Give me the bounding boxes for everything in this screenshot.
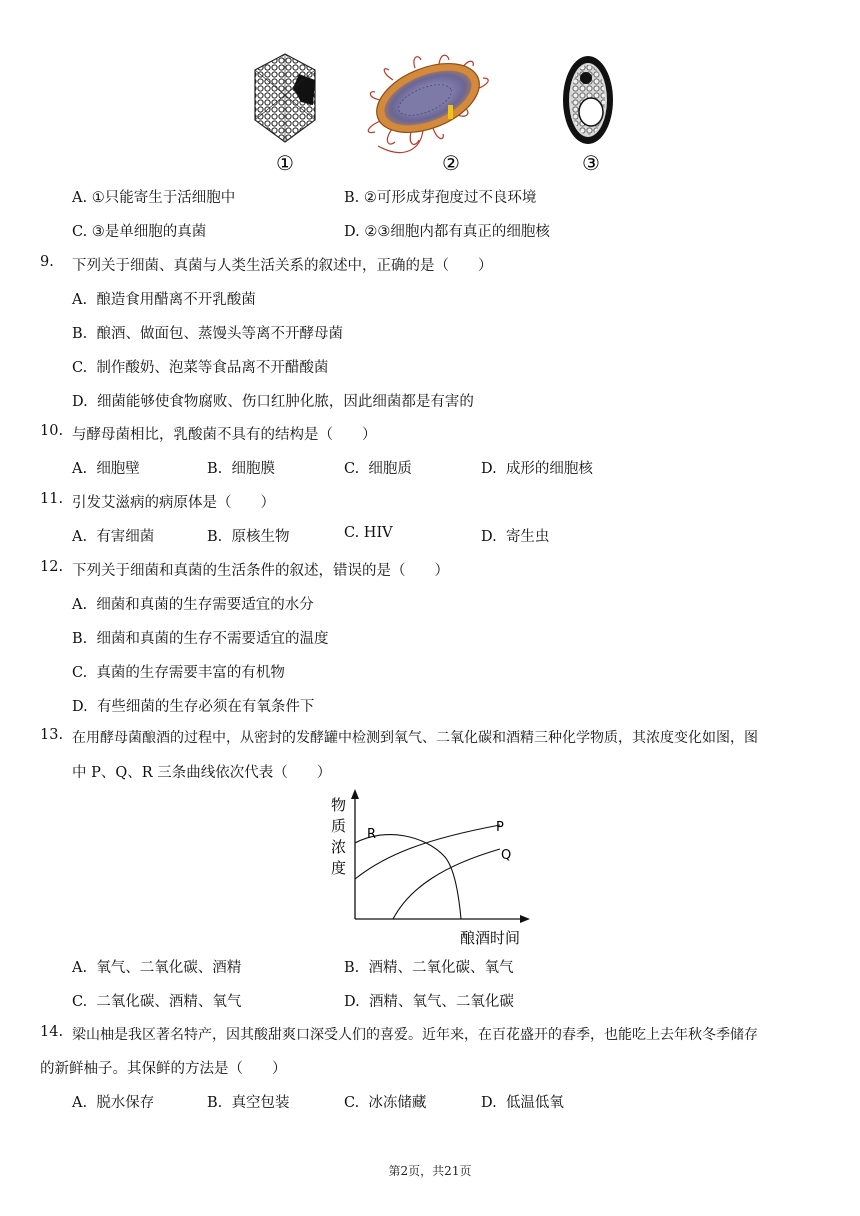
y-axis-arrow-icon	[351, 789, 359, 799]
q9-option-b: B. 酿酒、做面包、蒸馒头等离不开酵母菌	[72, 326, 343, 342]
virus-illustration	[255, 54, 315, 142]
q10-option-a: A. 细胞壁	[72, 461, 140, 477]
page-footer: 第2页，共21页	[388, 1164, 472, 1178]
question-stem: 下列关于细菌和真菌的生活条件的叙述，错误的是（ ）	[72, 563, 449, 579]
ylabel-char: 质	[331, 817, 347, 835]
concentration-graph	[325, 787, 535, 947]
q9-option-c: C. 制作酸奶、泡菜等食品离不开醋酸菌	[72, 360, 329, 376]
bacterium-illustration	[367, 50, 490, 153]
question-stem-line1: 在用酵母菌酿酒的过程中，从密封的发酵罐中检测到氧气、二氧化碳和酒精三种化学物质，其浓度变化如图，图	[72, 730, 758, 746]
q13-option-a: A. 氧气、二氧化碳、酒精	[72, 960, 242, 976]
q12-option-a: A. 细菌和真菌的生存需要适宜的水分	[72, 597, 314, 613]
q14-option-a: A. 脱水保存	[72, 1095, 155, 1111]
q8-option-b: B. ②可形成芽孢度过不良环境	[344, 190, 537, 206]
curve-label-r: R	[367, 827, 377, 842]
question-number: 10.	[40, 423, 64, 439]
q11-option-c: C. HIV	[344, 525, 393, 541]
q11-option-a: A. 有害细菌	[72, 529, 155, 545]
question-stem: 下列关于细菌、真菌与人类生活关系的叙述中，正确的是（ ）	[72, 258, 493, 274]
curve-label-q: Q	[501, 848, 512, 863]
q11-option-d: D. 寄生虫	[481, 529, 550, 545]
q10-option-c: C. 细胞质	[344, 461, 412, 477]
question-stem-line1: 梁山柚是我区著名特产，因其酸甜爽口深受人们的喜爱。近年来，在百花盛开的春季，也能吃上去年秋冬季储存	[72, 1027, 758, 1043]
q8-option-c: C. ③是单细胞的真菌	[72, 224, 207, 240]
ylabel-char: 度	[331, 859, 347, 877]
question-number: 12.	[40, 559, 64, 575]
q12-option-d: D. 有些细菌的生存必须在有氧条件下	[72, 699, 315, 715]
q13-option-b: B. 酒精、二氧化碳、氧气	[344, 960, 514, 976]
figure-label-2: ②	[442, 151, 460, 175]
q12-option-b: B. 细菌和真菌的生存不需要适宜的温度	[72, 631, 329, 647]
q9-option-a: A. 酿造食用醋离不开乳酸菌	[72, 292, 256, 308]
question-stem: 与酵母菌相比，乳酸菌不具有的结构是（ ）	[72, 427, 377, 443]
q9-option-d: D. 细菌能够使食物腐败、伤口红肿化脓，因此细菌都是有害的	[72, 394, 474, 410]
curve-r	[355, 835, 461, 919]
q8-option-a: A. ①只能寄生于活细胞中	[72, 190, 236, 206]
yeast-illustration	[563, 56, 613, 144]
ylabel-char: 物	[331, 796, 347, 814]
figure-label-3: ③	[582, 151, 600, 175]
figure-label-1: ①	[276, 151, 294, 175]
question-stem-line2: 的新鲜柚子。其保鲜的方法是（ ）	[40, 1061, 287, 1077]
question-number: 14.	[40, 1024, 64, 1040]
curve-p	[355, 825, 500, 879]
q13-option-c: C. 二氧化碳、酒精、氧气	[72, 994, 242, 1010]
q11-option-b: B. 原核生物	[207, 529, 290, 545]
q14-option-b: B. 真空包装	[207, 1095, 290, 1111]
q14-option-d: D. 低温低氧	[481, 1095, 564, 1111]
q13-option-d: D. 酒精、氧气、二氧化碳	[344, 994, 514, 1010]
question-number: 13.	[40, 727, 64, 743]
q14-option-c: C. 冰冻储藏	[344, 1095, 427, 1111]
xlabel: 酿酒时间	[460, 929, 521, 947]
question-stem: 引发艾滋病的病原体是（ ）	[72, 495, 275, 511]
ylabel-char: 浓	[331, 838, 347, 856]
x-axis-arrow-icon	[520, 915, 530, 923]
curve-label-p: P	[496, 820, 504, 835]
question-number: 11.	[40, 491, 64, 507]
q10-option-d: D. 成形的细胞核	[481, 461, 593, 477]
q8-option-d: D. ②③细胞内都有真正的细胞核	[344, 224, 550, 240]
q10-option-b: B. 细胞膜	[207, 461, 275, 477]
microorganism-figure	[243, 50, 621, 176]
question-number: 9.	[40, 254, 54, 270]
question-stem-line2: 中 P、Q、R 三条曲线依次代表（ ）	[72, 765, 332, 781]
q12-option-c: C. 真菌的生存需要丰富的有机物	[72, 665, 285, 681]
